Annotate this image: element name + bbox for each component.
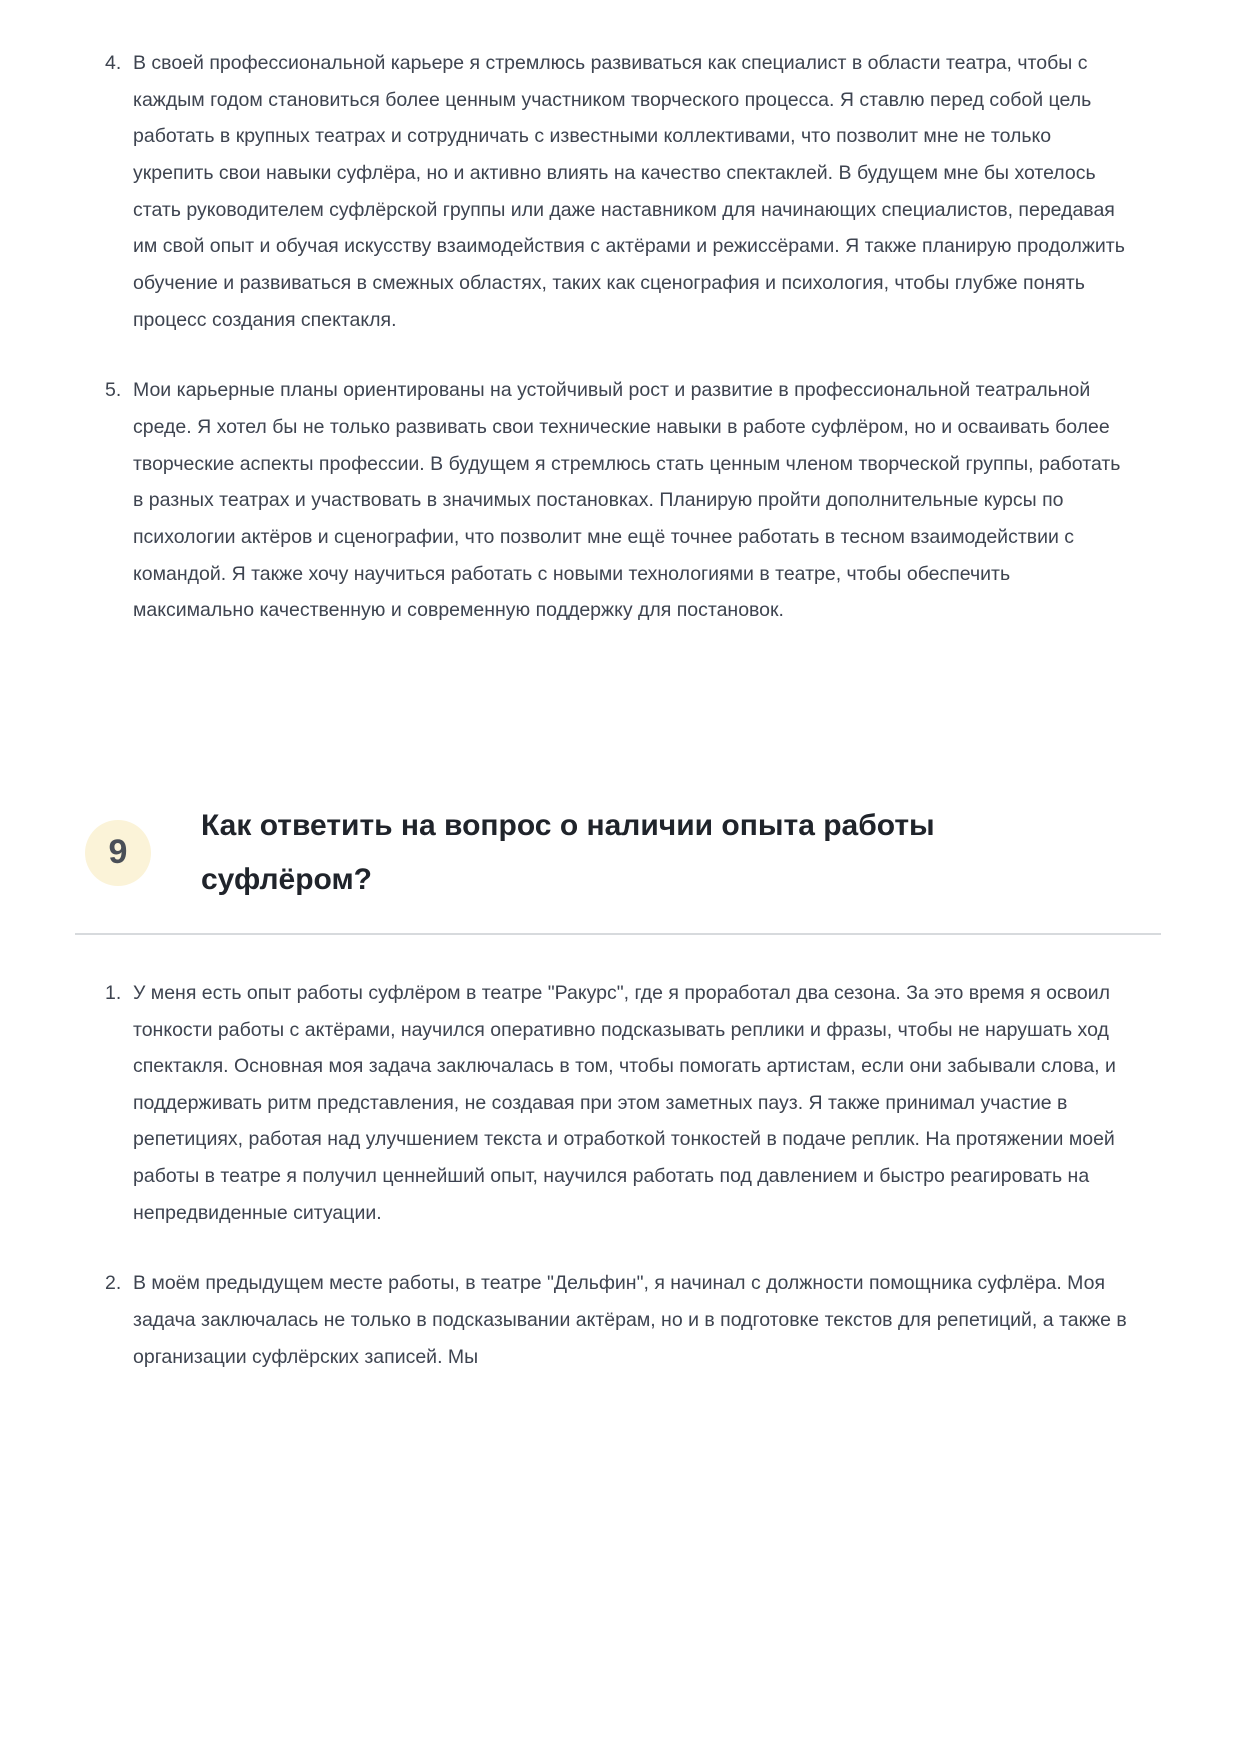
section-number-badge: [85, 820, 151, 886]
list-item: [105, 45, 1135, 338]
list-item: [105, 1265, 1135, 1375]
section-title: Как ответить на вопрос о наличии опыта работы суфлёром?: [201, 808, 935, 896]
list-item-number: 5.: [105, 379, 122, 402]
list-item-number: 2.: [105, 1272, 122, 1295]
top-answer-list: [105, 45, 1135, 629]
list-item-text: В моём предыдущем месте работы, в театре "Дельфин", я начинал с должности помощника суфлёра. Моя задача заключалась не только в подсказывании актёрам, но и в подготовке текстов для репетиций, а также в организации суфлёрских записей. Мы: [133, 1272, 1127, 1368]
list-item-number: 1.: [105, 981, 122, 1004]
list-item-number: 4.: [105, 52, 122, 74]
section-divider: [75, 933, 1161, 935]
list-item-text: В своей профессиональной карьере я стремлюсь развиваться как специалист в области театра, чтобы с каждым годом становиться более ценным участником творческого процесса. Я ставлю перед собой цель работать в крупных театрах и сотрудничать с известными коллективами, что позволит мне не только укрепить свои навыки суфлёра, но и активно влиять на качество спектаклей. В будущем мне бы хотелось стать руководителем суфлёрской группы или даже наставником для начинающих специалистов, передавая им свой опыт и обучая искусству взаимодействия с актёрами и режиссёрами. Я также планирую продолжить обучение и развиваться в смежных областях, таких как сценография и психология, чтобы глубже понять процесс создания спектакля.: [133, 52, 1125, 331]
list-item: [105, 372, 1135, 629]
bottom-answer-list: [105, 975, 1135, 1376]
section-number: 9: [108, 833, 128, 872]
section-header: [85, 799, 1135, 907]
list-item: [105, 975, 1135, 1232]
list-item-text: Мои карьерные планы ориентированы на устойчивый рост и развитие в профессиональной театральной среде. Я хотел бы не только развивать свои технические навыки в работе суфлёром, но и осваивать более творческие аспекты профессии. В будущем я стремлюсь стать ценным членом творческой группы, работать в разных театрах и участвовать в значимых постановках. Планирую пройти дополнительные курсы по психологии актёров и сценографии, что позволит мне ещё точнее работать в тесном взаимодействии с командой. Я также хочу научиться работать с новыми технологиями в театре, чтобы обеспечить максимально качественную и современную поддержку для постановок.: [133, 379, 1121, 622]
list-item-text: У меня есть опыт работы суфлёром в театре "Ракурс", где я проработал два сезона. За это время я освоил тонкости работы с актёрами, научился оперативно подсказывать реплики и фразы, чтобы не нарушать ход спектакля. Основная моя задача заключалась в том, чтобы помогать артистам, если они забывали слова, и поддерживать ритм представления, не создавая при этом заметных пауз. Я также принимал участие в репетициях, работая над улучшением текста и отработкой тонкостей в подаче реплик. На протяжении моей работы в театре я получил ценнейший опыт, научился работать под давлением и быстро реагировать на непредвиденные ситуации.: [133, 981, 1116, 1224]
